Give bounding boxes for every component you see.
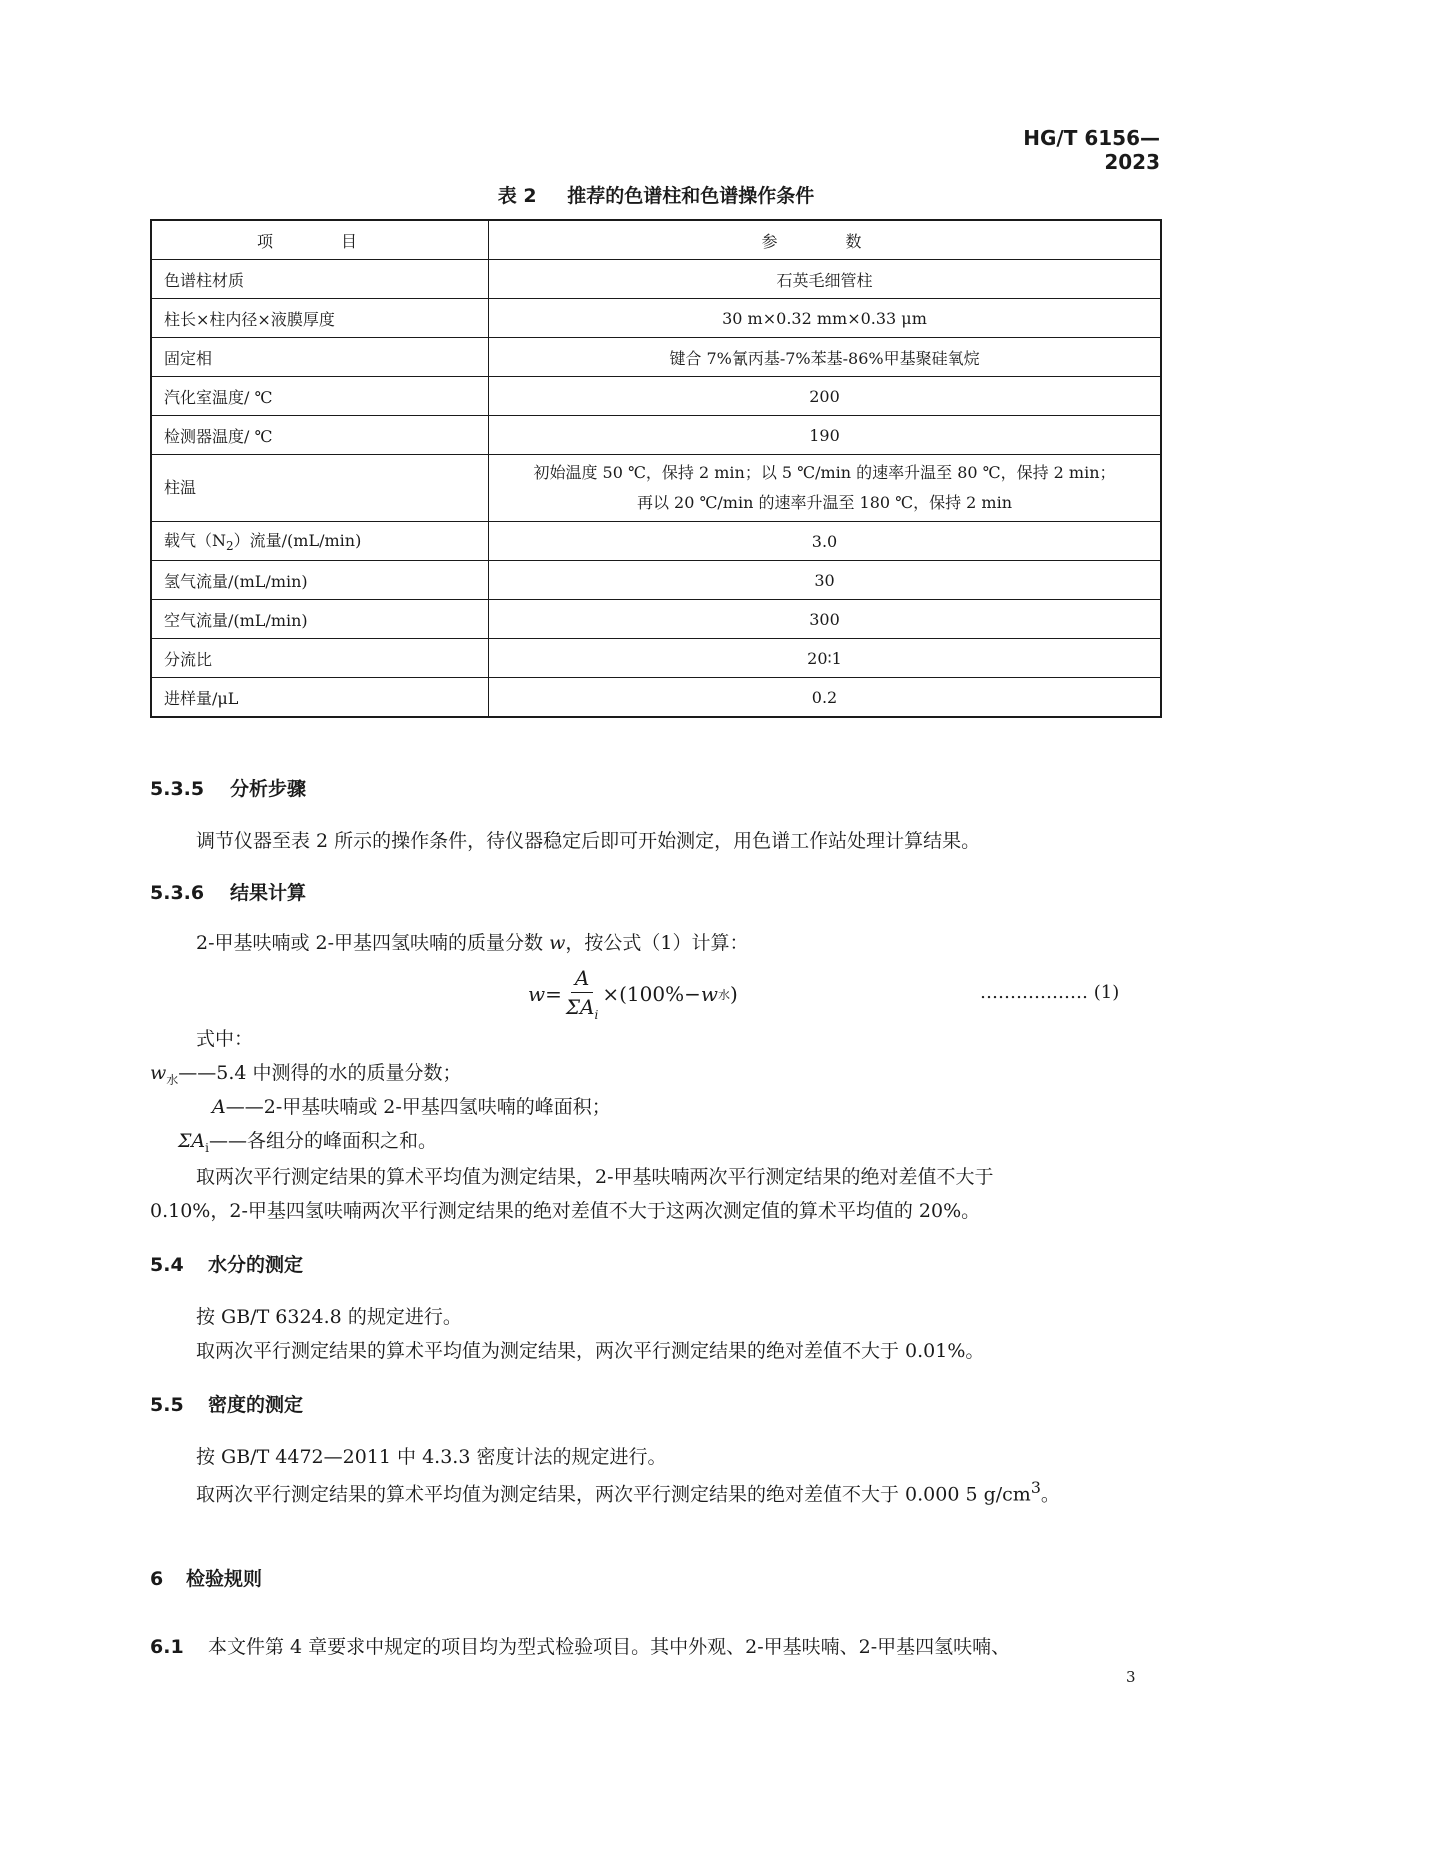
row-item-text: ）流量/(mL/min) (233, 531, 362, 551)
row-item: 检测器温度/ ℃ (151, 416, 489, 455)
formula-paren-text: (100%− (619, 982, 701, 1006)
chapter-heading-6 (150, 1564, 262, 1591)
formula-subscript: i (594, 1008, 599, 1022)
paragraph: 调节仪器至表 2 所示的操作条件，待仪器稳定后即可开始测定，用色谱工作站处理计算结果。 (196, 830, 981, 852)
table-row (151, 299, 1161, 338)
row-item (151, 522, 489, 561)
column-header-value: 参 数 (489, 220, 1162, 260)
text: 。 (1040, 1483, 1060, 1506)
row-value-line: 初始温度 50 ℃，保持 2 min；以 5 ℃/min 的速率升温至 80 ℃，保持 2 min； (533, 463, 1116, 482)
row-item: 氢气流量/(mL/min) (151, 561, 489, 600)
row-item: 色谱柱材质 (151, 260, 489, 299)
formula-w-water: w (700, 982, 718, 1006)
definition-text: ——2-甲基呋喃或 2-甲基四氢呋喃的峰面积； (225, 1096, 611, 1118)
table-row (151, 260, 1161, 299)
definition-symbol: ΣA (178, 1130, 206, 1152)
formula-fraction (566, 966, 598, 1022)
section-number: 5.3.5 (150, 778, 205, 800)
row-value: 200 (489, 377, 1162, 416)
formula-numerator: A (571, 966, 593, 993)
row-value-line: 再以 20 ℃/min 的速率升温至 180 ℃，保持 2 min (636, 493, 1013, 512)
row-value: 30 (489, 561, 1162, 600)
section-title: 结果计算 (230, 882, 307, 904)
table-row (151, 377, 1161, 416)
clause-text: 本文件第 4 章要求中规定的项目均为型式检验项目。其中外观、2-甲基呋喃、2-甲基四氢呋喃、 (208, 1636, 1011, 1658)
row-item: 分流比 (151, 639, 489, 678)
paragraph: 按 GB/T 6324.8 的规定进行。 (196, 1306, 462, 1328)
row-value: 300 (489, 600, 1162, 639)
formula-equals: = (545, 982, 562, 1006)
table-number: 表 2 (497, 185, 537, 207)
section-number: 6.1 (150, 1636, 184, 1658)
row-item-subscript: 2 (226, 539, 234, 554)
superscript: 3 (1030, 1478, 1041, 1497)
equation-number: ……………… (1) (980, 982, 1120, 1003)
formula-times: × (602, 982, 620, 1006)
table-row (151, 455, 1161, 522)
row-value: 键合 7%氰丙基-7%苯基-86%甲基聚硅氧烷 (489, 338, 1162, 377)
section-heading-5-4 (150, 1250, 303, 1277)
table-row (151, 416, 1161, 455)
row-item-text: 载气（N (164, 531, 227, 551)
paragraph: 0.10%，2-甲基四氢呋喃两次平行测定结果的绝对差值不大于这两次测定值的算术平均值的 20%。 (150, 1200, 981, 1222)
formula-denominator (566, 993, 598, 1022)
table-row (151, 561, 1161, 600)
row-item: 空气流量/(mL/min) (151, 600, 489, 639)
section-heading-5-5 (150, 1390, 303, 1417)
row-value: 20∶1 (489, 639, 1162, 678)
table-title (150, 181, 1162, 208)
row-value: 石英毛细管柱 (489, 260, 1162, 299)
formula-close: ) (729, 982, 738, 1006)
clause-6-1 (150, 1632, 1010, 1659)
table-row (151, 600, 1161, 639)
paragraph (196, 1478, 1060, 1506)
column-header-item: 项 目 (151, 220, 489, 260)
row-value: 190 (489, 416, 1162, 455)
section-heading-5-3-5 (150, 774, 306, 801)
section-number: 6 (150, 1568, 164, 1590)
standard-code: HG/T 6156—2023 (1023, 126, 1160, 174)
formula-subscript: 水 (717, 987, 730, 1002)
row-value (489, 455, 1162, 522)
section-number: 5.5 (150, 1394, 184, 1416)
section-title: 分析步骤 (230, 778, 307, 800)
row-value: 3.0 (489, 522, 1162, 561)
definition-symbol: w (150, 1062, 167, 1084)
row-item: 柱温 (151, 455, 489, 522)
text: ，按公式（1）计算： (565, 932, 749, 954)
parameters-table (150, 219, 1162, 718)
section-number: 5.3.6 (150, 882, 205, 904)
table-row (151, 639, 1161, 678)
definition-symbol: A (212, 1096, 226, 1118)
definition-row (150, 1058, 462, 1088)
section-title: 检验规则 (186, 1568, 263, 1590)
section-title: 密度的测定 (208, 1394, 304, 1416)
text: 取两次平行测定结果的算术平均值为测定结果，两次平行测定结果的绝对差值不大于 0.000 5 g/cm (196, 1483, 1031, 1506)
variable-w: w (549, 932, 566, 954)
definition-subscript: i (205, 1140, 209, 1155)
page-number: 3 (1126, 1668, 1136, 1686)
definition-subscript: 水 (166, 1072, 179, 1087)
paragraph: 取两次平行测定结果的算术平均值为测定结果，两次平行测定结果的绝对差值不大于 0.01%。 (196, 1340, 985, 1362)
text: 2-甲基呋喃或 2-甲基四氢呋喃的质量分数 (196, 932, 544, 954)
row-value: 30 m×0.32 mm×0.33 μm (489, 299, 1162, 338)
definition-text: ——各组分的峰面积之和。 (209, 1130, 438, 1152)
section-heading-5-3-6 (150, 878, 306, 905)
paragraph: 取两次平行测定结果的算术平均值为测定结果，2-甲基呋喃两次平行测定结果的绝对差值不大于 (196, 1166, 994, 1188)
row-item: 进样量/μL (151, 678, 489, 718)
row-item: 固定相 (151, 338, 489, 377)
definition-row (212, 1092, 611, 1119)
formula-denominator-text: ΣA (565, 995, 595, 1019)
row-value: 0.2 (489, 678, 1162, 718)
row-item: 柱长×柱内径×液膜厚度 (151, 299, 489, 338)
section-title: 水分的测定 (208, 1254, 304, 1276)
paragraph: 按 GB/T 4472—2011 中 4.3.3 密度计法的规定进行。 (196, 1446, 667, 1468)
table-header-row (151, 220, 1161, 260)
paragraph (196, 928, 748, 955)
table-row (151, 338, 1161, 377)
table-row (151, 678, 1161, 718)
row-item: 汽化室温度/ ℃ (151, 377, 489, 416)
where-label: 式中： (196, 1028, 254, 1050)
table-row (151, 522, 1161, 561)
definition-text: ——5.4 中测得的水的质量分数； (178, 1062, 462, 1084)
section-number: 5.4 (150, 1254, 184, 1276)
table-caption: 推荐的色谱柱和色谱操作条件 (567, 185, 815, 207)
formula-lhs: w (528, 982, 546, 1006)
formula-1 (528, 966, 738, 1022)
definition-row (178, 1126, 437, 1155)
